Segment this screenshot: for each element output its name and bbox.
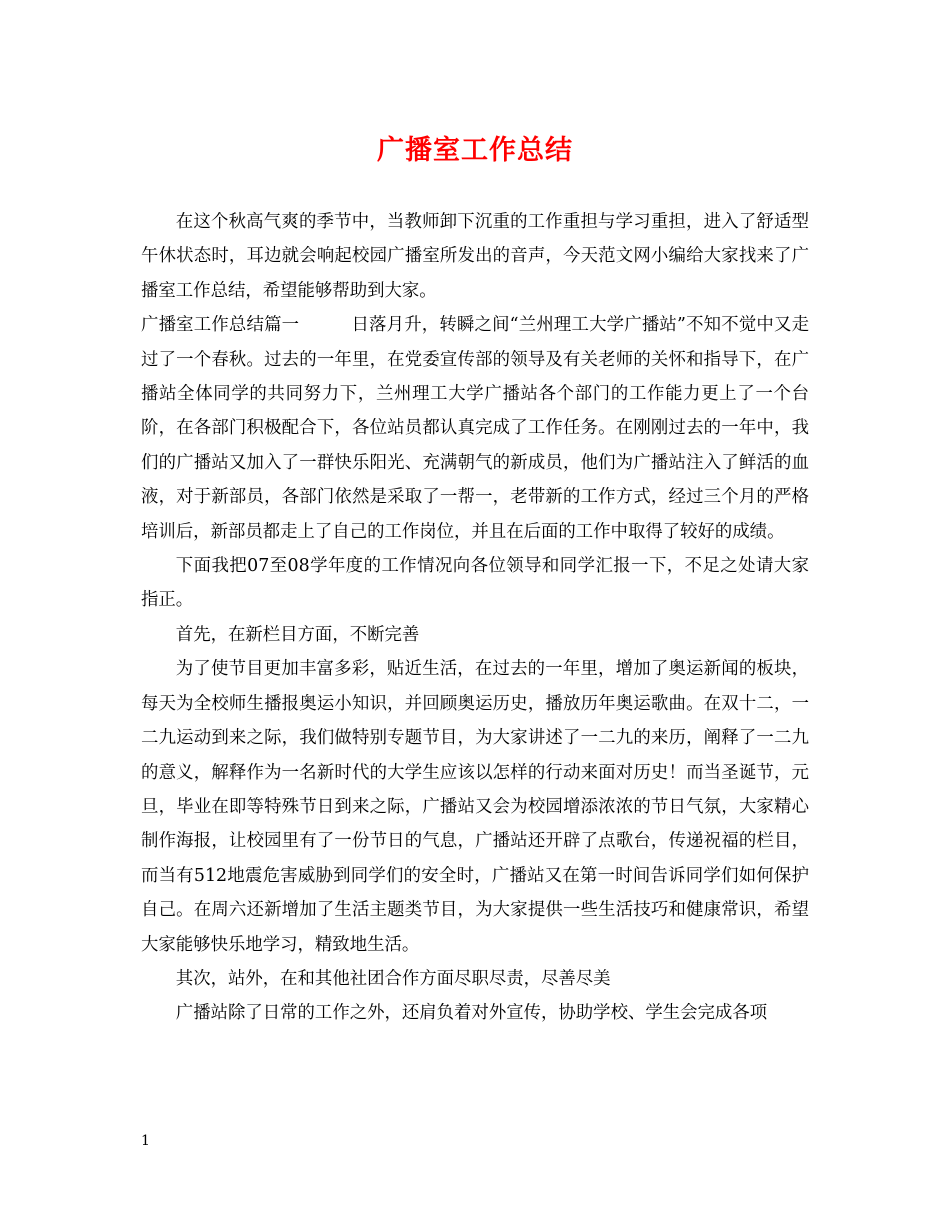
paragraph-programs: 为了使节目更加丰富多彩，贴近生活，在过去的一年里，增加了奥运新闻的板块，每天为全校师生播报奥运小知识，并回顾奥运历史，播放历年奥运歌曲。在双十二，一二九运动到来之际，我们做特别专题节目，为大家讲述了一二九的来历，阐释了一二九的意义，解释作为一名新时代的大学生应该以怎样的行动来面对历史！而当圣诞节，元旦，毕业在即等特殊节日到来之际，广播站又会为校园增添浓浓的节日气氛，大家精心制作海报，让校园里有了一份节日的气息，广播站还开辟了点歌台，传递祝福的栏目，而当有512地震危害威胁到同学们的安全时，广播站又在第一时间告诉同学们如何保护自己。在周六还新增加了生活主题类节目，为大家提供一些生活技巧和健康常识，希望大家能够快乐地学习，精致地生活。: [141, 659, 809, 955]
paragraph-report: 下面我把07至08学年度的工作情况向各位领导和同学汇报一下，不足之处请大家指正。: [141, 556, 809, 611]
section-label: 广播室工作总结篇一: [141, 315, 300, 336]
heading-second: 其次，站外，在和其他社团合作方面尽职尽责，尽善尽美: [175, 968, 611, 989]
paragraph-section-one: [141, 308, 809, 549]
page-number: 1: [141, 1133, 150, 1149]
document-body: [141, 205, 809, 1031]
paragraph-cooperation: 广播站除了日常的工作之外，还肩负着对外宣传，协助学校、学生会完成各项: [175, 1003, 768, 1024]
section-one-text: 日落月升，转瞬之间“兰州理工大学广播站”不知不觉中又走过了一个春秋。过去的一年里，在党委宣传部的领导及有关老师的关怀和指导下，在广播站全体同学的共同努力下，兰州理工大学广播站各个部门的工作能力更上了一个台阶，在各部门积极配合下，各位站员都认真完成了工作任务。在刚刚过去的一年中，我们的广播站又加入了一群快乐阳光、充满朝气的新成员，他们为广播站注入了鲜活的血液，对于新部员，各部门依然是采取了一帮一，老带新的工作方式，经过三个月的严格培训后，新部员都走上了自己的工作岗位，并且在后面的工作中取得了较好的成绩。: [141, 315, 809, 542]
heading-first: 首先，在新栏目方面，不断完善: [175, 624, 420, 645]
page-title: 广播室工作总结: [377, 135, 573, 166]
paragraph-intro: 在这个秋高气爽的季节中，当教师卸下沉重的工作重担与学习重担，进入了舒适型午休状态时，耳边就会响起校园广播室所发出的音声，今天范文网小编给大家找来了广播室工作总结，希望能够帮助到大家。: [141, 212, 809, 301]
